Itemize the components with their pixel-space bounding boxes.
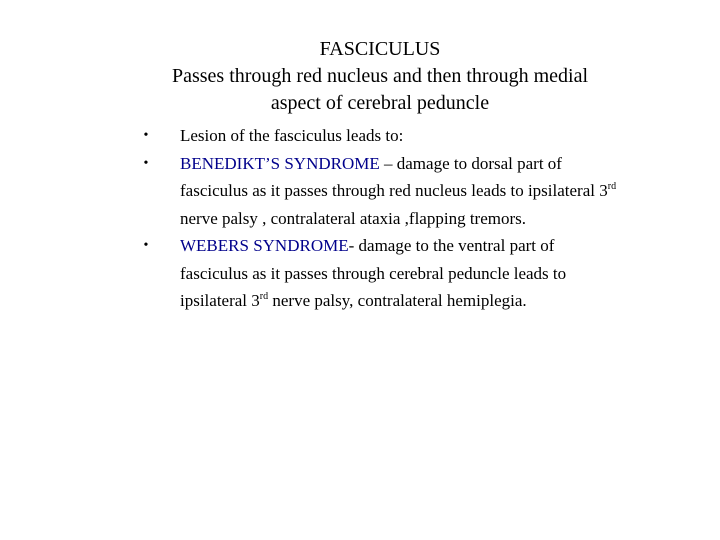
slide-title — [80, 36, 680, 117]
bullet-list — [140, 122, 712, 315]
bullet-lesion — [140, 122, 712, 150]
syndrome-term: WEBERS SYNDROME — [180, 236, 349, 255]
bullet-text: - damage to the ventral part of — [348, 236, 555, 255]
bullet-line — [180, 232, 712, 260]
bullet-webers — [140, 232, 712, 315]
bullet-dot: • — [143, 238, 149, 253]
bullet-text: – damage to dorsal part of — [379, 153, 562, 173]
bullet-dot: • — [143, 128, 149, 143]
bullet-line — [180, 150, 712, 178]
bullet-text: nerve palsy, contralateral hemiplegia. — [268, 291, 527, 310]
title-line-3: aspect of cerebral peduncle — [270, 92, 490, 114]
syndrome-term: BENEDIKT’S SYNDROME — [180, 153, 380, 173]
bullet-line — [180, 287, 712, 315]
superscript: rd — [259, 291, 269, 302]
bullet-line — [180, 177, 712, 205]
bullet-text: Lesion of the fasciculus leads to: — [180, 126, 404, 145]
bullet-line: nerve palsy , contralateral ataxia ,flapping tremors. — [180, 208, 526, 228]
bullet-benedikt — [140, 150, 712, 233]
title-line-1: FASCICULUS — [319, 38, 441, 60]
bullet-text: ipsilateral 3 — [180, 291, 260, 310]
title-line-2: Passes through red nucleus and then through medial — [171, 65, 589, 87]
bullet-line: fasciculus as it passes through cerebral peduncle leads to — [180, 263, 567, 283]
bullet-dot: • — [143, 155, 149, 171]
bullet-text: fasciculus as it passes through red nucleus leads to ipsilateral 3 — [180, 181, 608, 200]
superscript: rd — [607, 181, 617, 192]
